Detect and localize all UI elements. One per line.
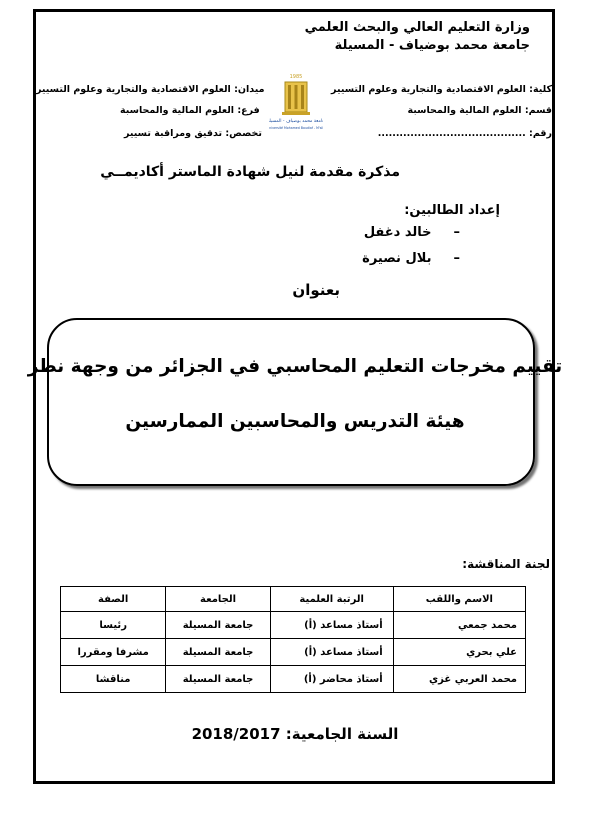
table-row xyxy=(61,666,526,693)
student-2 xyxy=(362,251,460,266)
number-line: رقم: ......................................... xyxy=(377,128,552,139)
svg-text:جامعة محمد بوضياف - المسيلة: جامعة محمد بوضياف - المسيلة xyxy=(269,119,323,124)
header-role: الصفة xyxy=(61,587,166,612)
header-name: الاسم واللقب xyxy=(393,587,525,612)
thesis-title-line-2: هيئة التدريس والمحاسبين الممارسين xyxy=(125,411,465,432)
student-name: خالد دغفل xyxy=(363,225,432,240)
specialty-line: تخصص: تدقيق ومراقبة تسيير xyxy=(124,128,262,139)
prepared-by-label: إعداد الطالبين: xyxy=(404,203,500,218)
student-dash: – xyxy=(453,251,460,266)
faculty-line: كلية: العلوم الاقتصادية والتجارية وعلوم التسيير xyxy=(331,84,552,95)
member-rank: أستاذ مساعد (أ) xyxy=(270,612,393,639)
member-name: علي بحري xyxy=(393,639,525,666)
student-name: بلال نصيرة xyxy=(362,251,432,266)
thesis-title-line-1: تقييم مخرجات التعليم المحاسبي في الجزائر من وجهة نظر xyxy=(27,356,563,377)
header-university: الجامعة xyxy=(166,587,270,612)
member-rank: أستاذ محاضر (أ) xyxy=(270,666,393,693)
member-university: جامعة المسيلة xyxy=(166,666,270,693)
university-name: جامعة محمد بوضياف - المسيلة xyxy=(334,38,530,53)
member-rank: أستاذ مساعد (أ) xyxy=(270,639,393,666)
table-header-row xyxy=(61,587,526,612)
committee-label: لجنة المناقشة: xyxy=(462,557,550,571)
member-role: مشرفا ومقررا xyxy=(61,639,166,666)
svg-text:Université Mohamed Boudiaf - M: Université Mohamed Boudiaf - M'sila xyxy=(269,126,323,130)
branch-line: فرع: العلوم المالية والمحاسبة xyxy=(120,105,260,116)
jury-table xyxy=(60,586,526,693)
field-line: ميدان: العلوم الاقتصادية والتجارية وعلوم التسيير xyxy=(36,84,265,95)
title-box xyxy=(47,318,535,486)
member-university: جامعة المسيلة xyxy=(166,639,270,666)
title-label: بعنوان xyxy=(292,281,340,299)
student-1 xyxy=(364,225,460,240)
thesis-type: مذكرة مقدمة لنيل شهادة الماستر أكاديمــي xyxy=(100,164,400,180)
member-role: رئيسا xyxy=(61,612,166,639)
table-row xyxy=(61,612,526,639)
academic-year: السنة الجامعية: 2018/2017 xyxy=(191,725,399,743)
university-logo xyxy=(269,72,323,134)
department-line: قسم: العلوم المالية والمحاسبة xyxy=(407,105,552,116)
member-university: جامعة المسيلة xyxy=(166,612,270,639)
member-role: مناقشا xyxy=(61,666,166,693)
ministry-name: وزارة التعليم العالي والبحث العلمي xyxy=(304,20,530,35)
table-row xyxy=(61,639,526,666)
student-dash: – xyxy=(453,225,460,240)
header-rank: الرتبة العلمية xyxy=(270,587,393,612)
member-name: محمد جمعي xyxy=(393,612,525,639)
member-name: محمد العربي غزي xyxy=(393,666,525,693)
svg-text:1985: 1985 xyxy=(289,74,303,80)
